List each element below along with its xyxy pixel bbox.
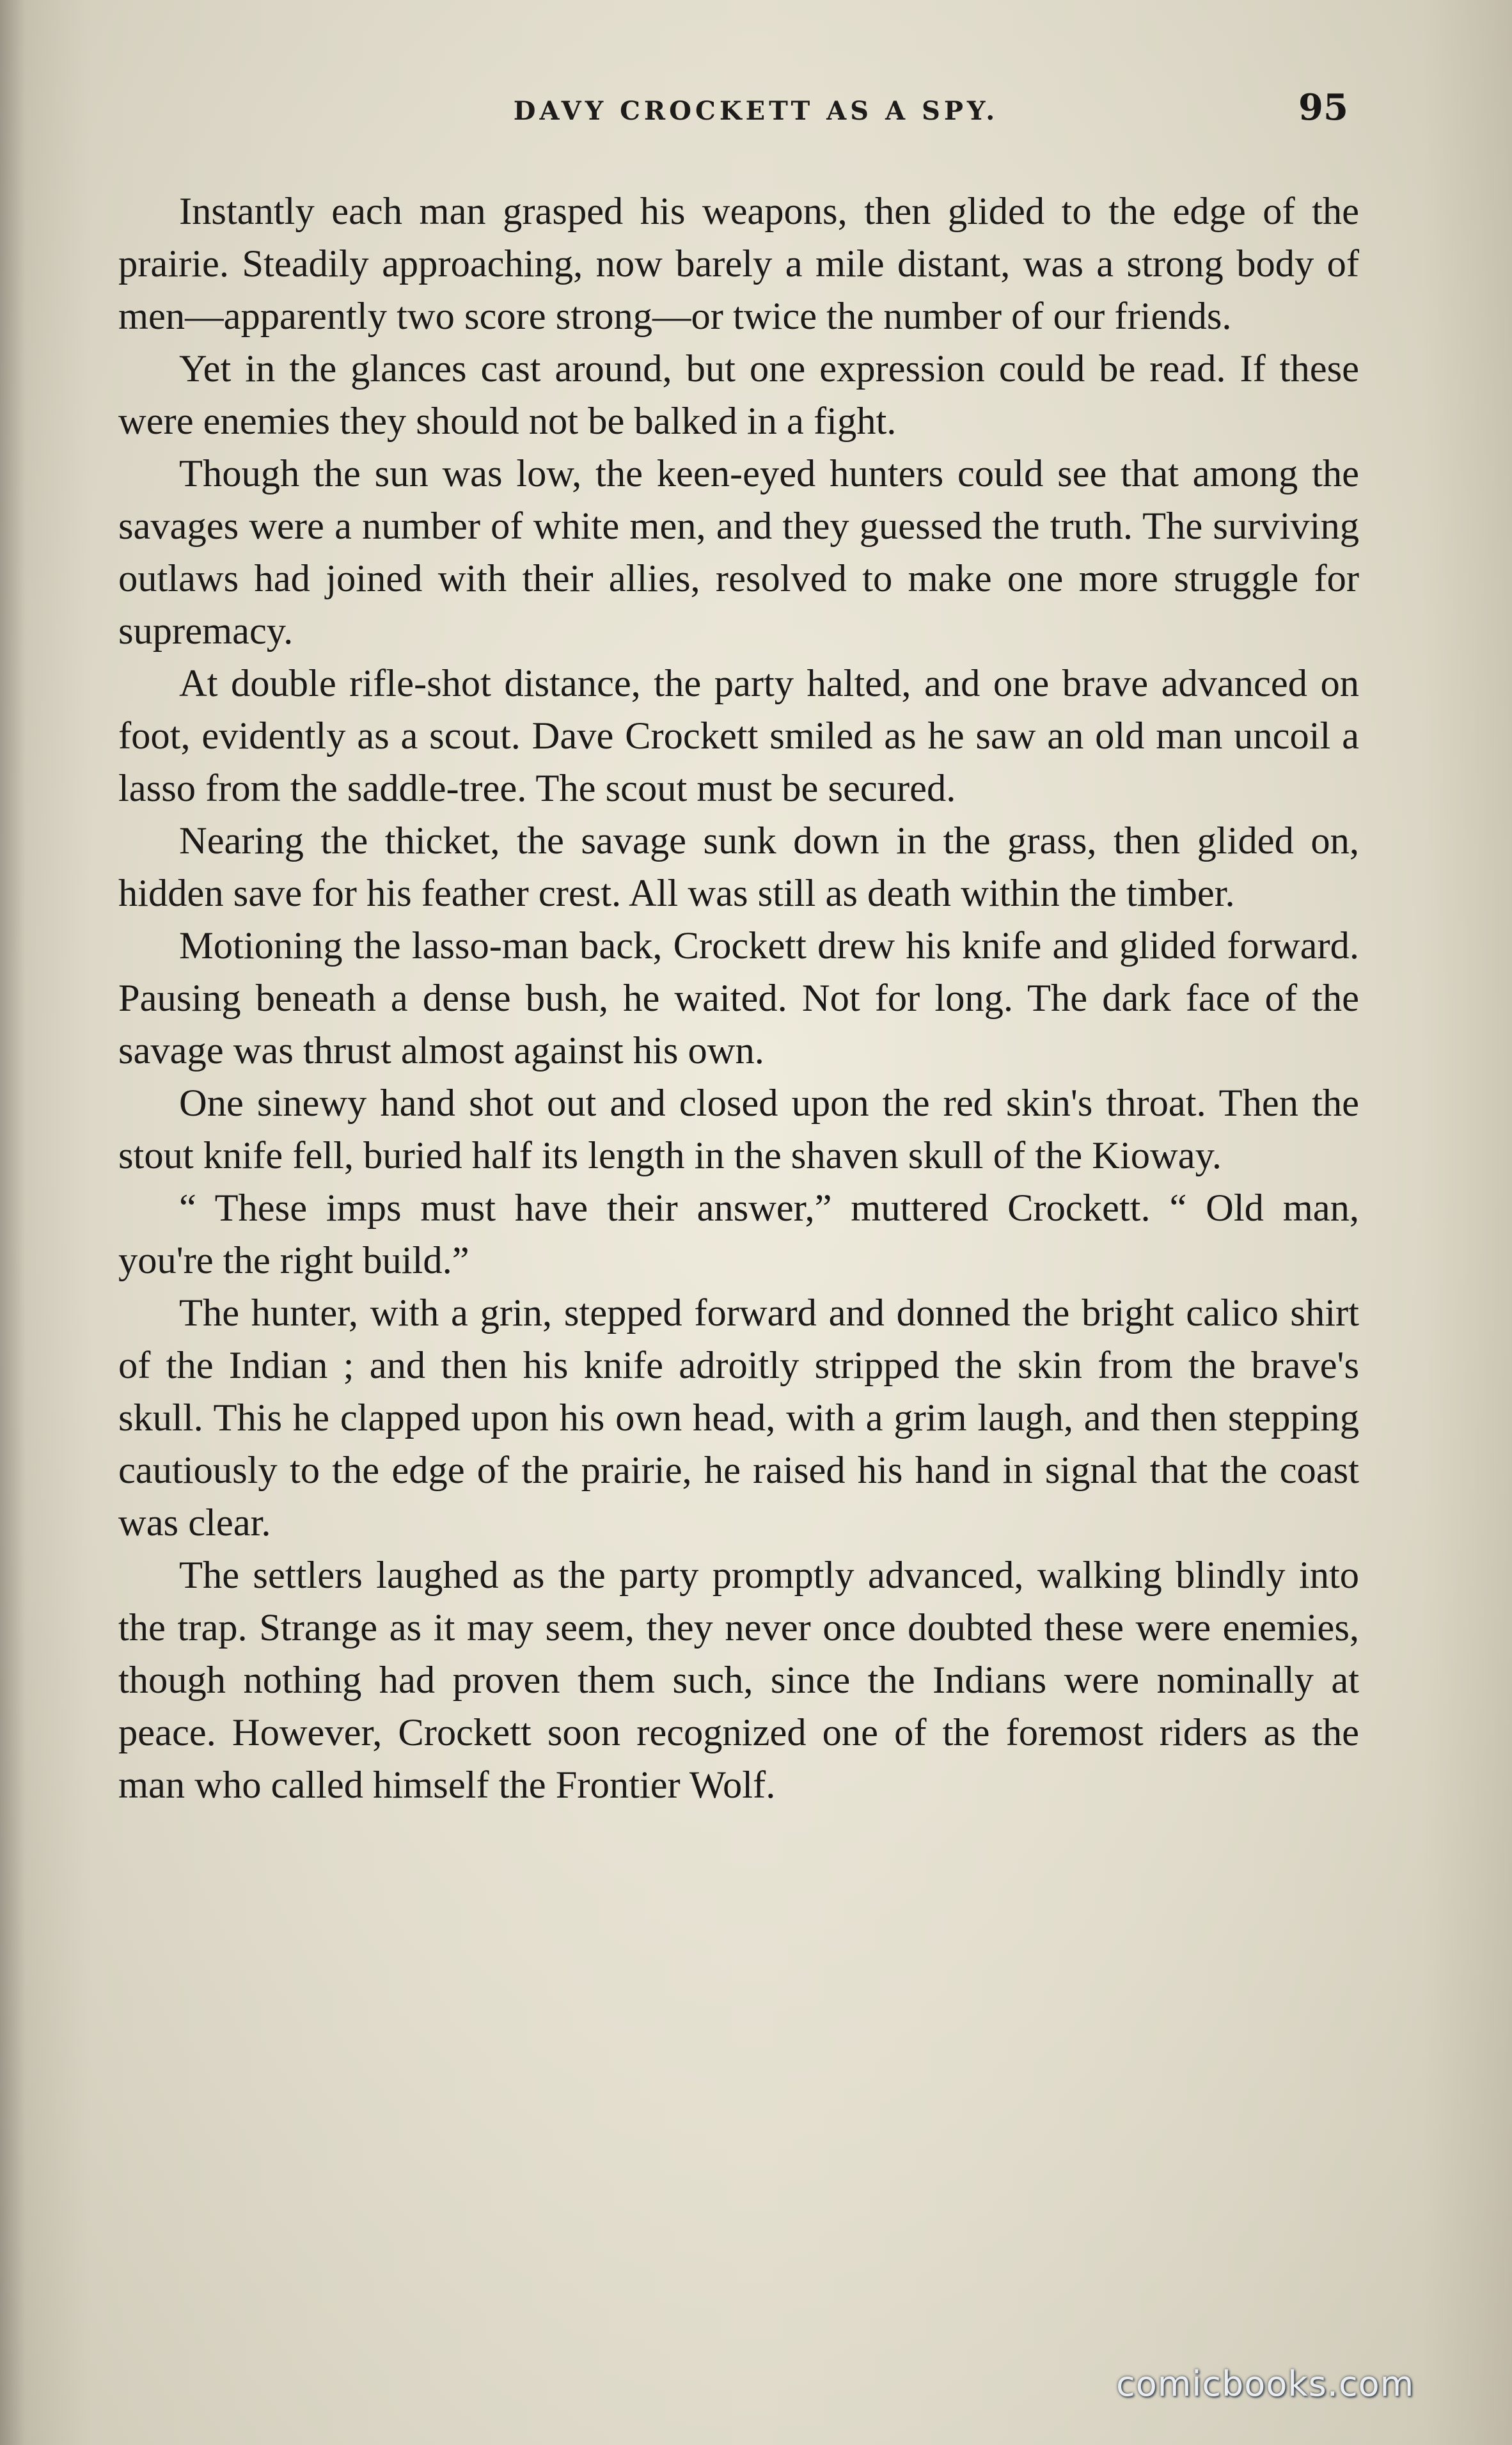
paragraph-10: The settlers laughed as the party promptly advanced, walking blindly into the trap. Strange as it may seem, they never once doubted these were enemies, though nothing had proven them such, since the Indians were nominally at peace. However, Crockett soon recognized one of the foremost riders as the man who called himself the Frontier Wolf.: [118, 1554, 1359, 1807]
paragraph-6: Motioning the lasso-man back, Crockett drew his knife and glided forward. Pausing beneath a dense bush, he waited. Not for long. The dark face of the savage was thrust almost against his own.: [118, 924, 1359, 1072]
paragraph-9: The hunter, with a grin, stepped forward and donned the bright calico shirt of the Indian ; and then his knife adroitly stripped the skin from the brave's skull. This he clapped upon his own head, with a grim laugh, and then stepping cautiously to the edge of the prairie, he raised his hand in signal that the coast was clear.: [118, 1292, 1359, 1544]
body-text: [118, 186, 1359, 1812]
paragraph-7: One sinewy hand shot out and closed upon the red skin's throat. Then the stout knife fell, buried half its length in the shaven skull of the Kioway.: [118, 1082, 1359, 1177]
paragraph-2: Yet in the glances cast around, but one expression could be read. If these were enemies they should not be balked in a fight.: [118, 347, 1359, 443]
paragraph-1: Instantly each man grasped his weapons, then glided to the edge of the prairie. Steadily approaching, now barely a mile distant, was a strong body of men—apparently two score strong—or twice the number of our friends.: [118, 190, 1359, 338]
site-watermark: comicbooks.com: [1116, 2364, 1415, 2404]
paragraph-5: Nearing the thicket, the savage sunk down in the grass, then glided on, hidden save for his feather crest. All was still as death within the timber.: [118, 819, 1359, 915]
page-number: 95: [1298, 86, 1348, 129]
running-head: DAVY CROCKETT AS A SPY.: [513, 96, 999, 126]
page-gutter-shadow: [0, 0, 26, 2445]
paragraph-4: At double rifle-shot distance, the party halted, and one brave advanced on foot, evidently as a scout. Dave Crockett smiled as he saw an old man uncoil a lasso from the saddle-tree. The scout must be secured.: [118, 662, 1359, 810]
paragraph-8: “ These imps must have their answer,” muttered Crockett. “ Old man, you're the right build.”: [118, 1187, 1359, 1282]
paragraph-3: Though the sun was low, the keen-eyed hunters could see that among the savages were a number of white men, and they guessed the truth. The surviving outlaws had joined with their allies, resolved to make one more struggle for supremacy.: [118, 452, 1359, 653]
